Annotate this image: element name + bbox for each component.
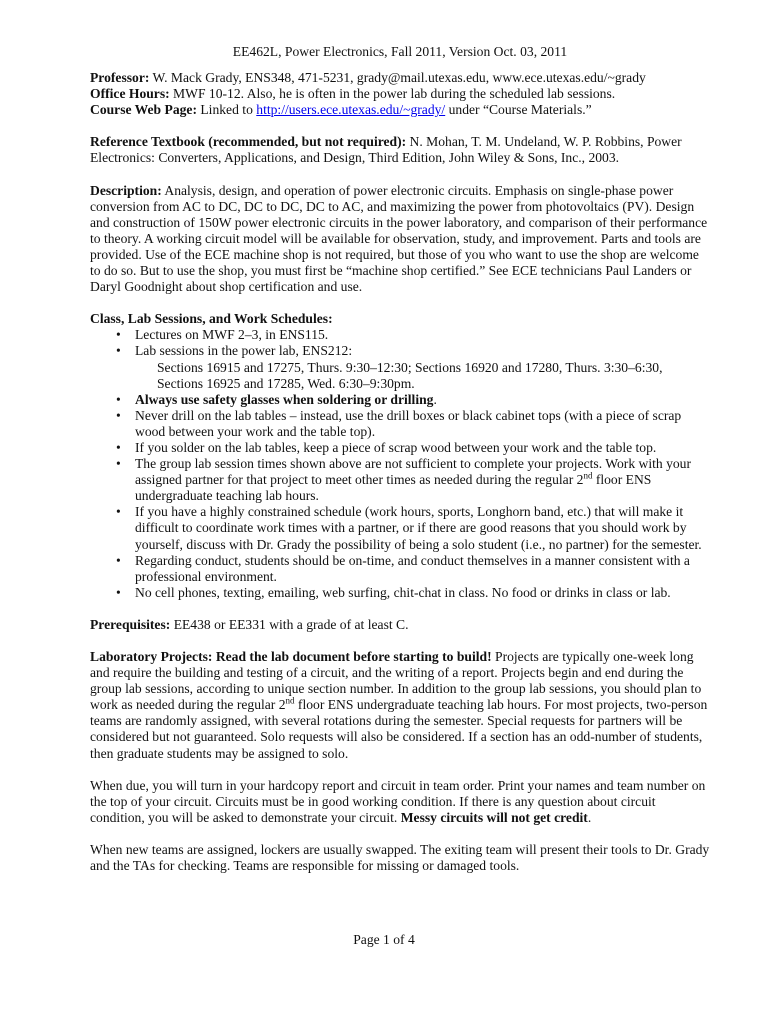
- description-label: Description:: [90, 182, 162, 198]
- prereq-label: Prerequisites:: [90, 616, 171, 632]
- list-item: [90, 456, 710, 504]
- when-due-paragraph: [90, 778, 710, 826]
- course-web-pre: Linked to: [196, 102, 257, 118]
- office-hours-line: [90, 86, 710, 102]
- list-item: [90, 327, 710, 343]
- description-paragraph: [90, 183, 710, 296]
- list-item-tail: .: [433, 391, 437, 407]
- bullet-icon: •: [116, 439, 121, 455]
- textbook-text: N. Mohan, T. M. Undeland, W. P. Robbins, Power Electronics: Converters, Applications, and Design, Third Edition, John Wiley & Sons, Inc., 2003.: [90, 134, 682, 166]
- list-item: [90, 553, 710, 585]
- course-web-post: under “Course Materials.”: [445, 102, 592, 118]
- lab-section-times-2: Sections 16925 and 17285, Wed. 6:30–9:30pm.: [157, 375, 415, 391]
- bullet-icon: •: [116, 391, 121, 407]
- page-number: Page 1 of 4: [353, 932, 415, 947]
- list-item: [90, 392, 710, 408]
- list-item: [90, 408, 710, 440]
- bullet-icon: •: [116, 327, 121, 343]
- list-item: [90, 504, 710, 552]
- professor-text: W. Mack Grady, ENS348, 471-5231, grady@mail.utexas.edu, www.ece.utexas.edu/~grady: [149, 70, 646, 86]
- office-hours-label: Office Hours:: [90, 86, 170, 102]
- superscript: nd: [583, 470, 593, 481]
- list-item-text: The group lab session times shown above are not sufficient to complete your projects. Work with your assigned partner for that project to meet other times as needed during the regular 2: [135, 456, 692, 488]
- prereq-paragraph: [90, 617, 710, 633]
- document-header: EE462L, Power Electronics, Fall 2011, Version Oct. 03, 2011: [232, 44, 568, 59]
- professor-label: Professor:: [90, 70, 150, 86]
- safety-warning: Always use safety glasses when soldering or drilling: [135, 391, 434, 407]
- list-item-text: Lab sessions in the power lab, ENS212:: [135, 343, 353, 359]
- list-item: [90, 585, 710, 601]
- textbook-label: Reference Textbook (recommended, but not required):: [90, 134, 407, 150]
- list-item-text: If you solder on the lab tables, keep a piece of scrap wood between your work and the table top.: [135, 439, 657, 455]
- textbook-paragraph: [90, 134, 710, 166]
- lab-section-times-1: Sections 16915 and 17275, Thurs. 9:30–12:30; Sections 16920 and 17280, Thurs. 3:30–6:30,: [157, 359, 663, 375]
- description-text: Analysis, design, and operation of power electronic circuits. Emphasis on single-phase power conversion from AC to DC, DC to DC, DC to AC, and maximizing the power from photovoltaics (PV). Design and construction of 150W power electronic circuits in the power laboratory, and comparison of their performance to theory. A working circuit model will be available for observation, study, and improvement. Parts and tools are provided. Use of the ECE machine shop is not required, but those of you who want to use the shop are welcome to do so. But to use the shop, you must first be “machine shop certified.” See ECE technicians Paul Landers or Daryl Goodnight about shop certification and use.: [90, 182, 708, 295]
- professor-line: [90, 70, 710, 86]
- bullet-icon: •: [116, 504, 121, 520]
- bullet-icon: •: [116, 456, 121, 472]
- bullet-icon: •: [116, 407, 121, 423]
- list-item-text: If you have a highly constrained schedule (work hours, sports, Longhorn band, etc.) that will make it difficult to coordinate work times with a partner, or if there are good reasons that you should work by yourself, discuss with Dr. Grady the possibility of being a solo student (i.e., no partner) for the semester.: [135, 504, 702, 552]
- list-item: [90, 343, 710, 391]
- document-page: [90, 44, 710, 890]
- list-item-text: Regarding conduct, students should be on-time, and conduct themselves in a manner consistent with a professional environment.: [135, 552, 690, 584]
- lab-projects-text-cont: floor ENS undergraduate teaching lab hours. For most projects, two-person teams are randomly assigned, with several rotations during the semester. Special requests for partners will be considered but not guaranteed. Solo requests will also be considered. If a section has an odd-number of students, then graduate students may be assigned to solo.: [90, 697, 708, 761]
- course-web-line: [90, 102, 710, 118]
- messy-circuits-warning: Messy circuits will not get credit: [400, 809, 588, 825]
- list-item-text-cont: floor ENS undergraduate teaching lab hours.: [135, 472, 652, 504]
- schedules-list: [90, 327, 710, 601]
- prereq-text: EE438 or EE331 with a grade of at least C.: [170, 616, 409, 632]
- office-hours-text: MWF 10-12. Also, he is often in the power lab during the scheduled lab sessions.: [169, 86, 616, 102]
- lab-projects-text: Projects are typically one-week long and require the building and testing of a circuit, and the writing of a report. Projects begin and end during the group lab sessions, according to unique section number. In addition to the group lab sessions, you should plan to work as needed during the regular 2: [90, 649, 702, 713]
- bullet-icon: •: [116, 584, 121, 600]
- lockers-paragraph: When new teams are assigned, lockers are usually swapped. The exiting team will present their tools to Dr. Grady and the TAs for checking. Teams are responsible for missing or damaged tools.: [90, 841, 710, 874]
- lab-projects-label: Laboratory Projects: Read the lab document before starting to build!: [90, 649, 492, 664]
- superscript: nd: [285, 695, 295, 706]
- schedules-heading: Class, Lab Sessions, and Work Schedules:: [90, 311, 333, 327]
- when-due-text: When due, you will turn in your hardcopy report and circuit in team order. Print your names and team number on the top of your circuit. Circuits must be in good working condition. If there is any question about circuit condition, you will be asked to demonstrate your circuit.: [90, 777, 706, 825]
- bullet-icon: •: [116, 343, 121, 359]
- list-item-text: Lectures on MWF 2–3, in ENS115.: [135, 327, 329, 343]
- list-item-text: Never drill on the lab tables – instead, use the drill boxes or black cabinet tops (with a piece of scrap wood between your work and the table top).: [135, 407, 682, 439]
- course-web-link[interactable]: http://users.ece.utexas.edu/~grady/: [256, 102, 446, 118]
- list-item-text: No cell phones, texting, emailing, web surfing, chit-chat in class. No food or drinks in class or lab.: [135, 584, 671, 600]
- list-item: [90, 440, 710, 456]
- course-web-label: Course Web Page:: [90, 102, 197, 118]
- bullet-icon: •: [116, 552, 121, 568]
- when-due-tail: .: [587, 809, 592, 825]
- lab-projects-paragraph: [90, 649, 710, 762]
